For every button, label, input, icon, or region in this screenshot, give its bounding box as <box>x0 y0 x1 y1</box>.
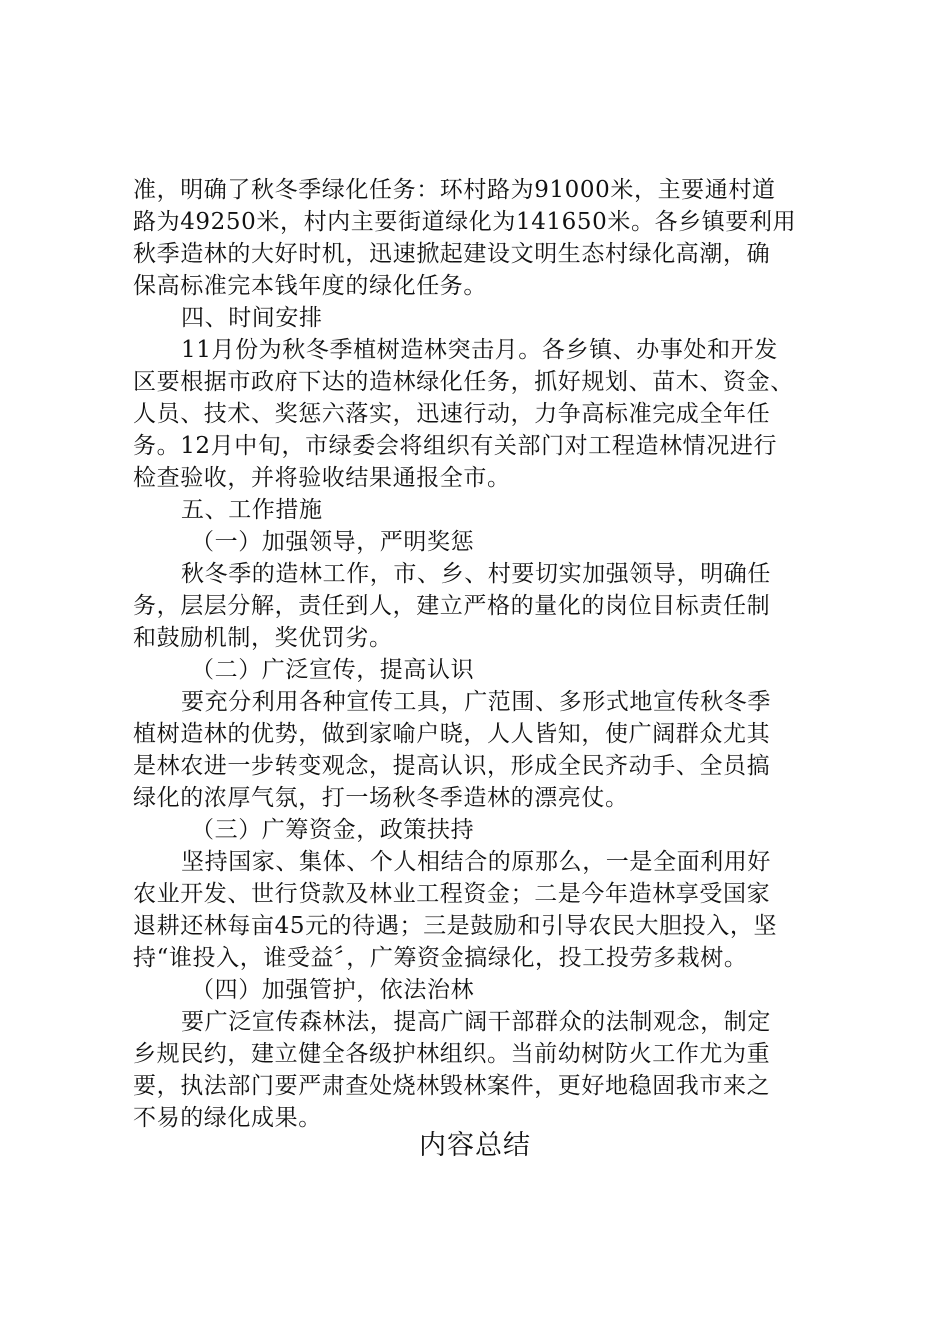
paragraph-line: 务。12月中旬，市绿委会将组织有关部门对工程造林情况进行 <box>133 433 778 459</box>
subsection-heading: （一）加强领导，严明奖惩 <box>191 529 475 555</box>
paragraph-line: 要充分利用各种宣传工具，广范围、多形式地宣传秋冬季 <box>181 689 771 715</box>
paragraph-line: 植树造林的优势，做到家喻户晓，人人皆知，使广阔群众尤其 <box>133 721 771 747</box>
paragraph-line: 路为49250米，村内主要街道绿化为141650米。各乡镇要利用 <box>133 209 797 235</box>
paragraph-line: 秋季造林的大好时机，迅速掀起建设文明生态村绿化高潮，确 <box>133 241 771 267</box>
paragraph-line: 绿化的浓厚气氛，打一场秋冬季造林的漂亮仗。 <box>133 785 629 811</box>
subsection-heading: （四）加强管护，依法治林 <box>191 977 475 1003</box>
paragraph-line: 持“谁投入，谁受益〞，广筹资金搞绿化，投工投劳多栽树。 <box>133 945 748 971</box>
paragraph-line: 农业开发、世行贷款及林业工程资金；二是今年造林享受国家 <box>133 881 771 907</box>
paragraph-line: 要，执法部门要严肃查处烧林毁林案件，更好地稳固我市来之 <box>133 1073 771 1099</box>
paragraph-line: 坚持国家、集体、个人相结合的原那么，一是全面利用好 <box>181 849 771 875</box>
paragraph-line: 检查验收，并将验收结果通报全市。 <box>133 465 511 491</box>
paragraph-line: 秋冬季的造林工作，市、乡、村要切实加强领导，明确任 <box>181 561 771 587</box>
paragraph-line: 退耕还林每亩45元的待遇；三是鼓励和引导农民大胆投入，坚 <box>133 913 778 939</box>
paragraph-line: 和鼓励机制，奖优罚劣。 <box>133 625 393 651</box>
paragraph-line: 区要根据市政府下达的造林绿化任务，抓好规划、苗木、资金、 <box>133 369 794 395</box>
paragraph-line: 11月份为秋冬季植树造林突击月。各乡镇、办事处和开发 <box>181 337 778 363</box>
section-heading: 五、工作措施 <box>181 497 323 523</box>
subsection-heading: （二）广泛宣传，提高认识 <box>191 657 475 683</box>
paragraph-line: 要广泛宣传森林法，提高广阔干部群众的法制观念，制定 <box>181 1009 771 1035</box>
paragraph-line: 准，明确了秋冬季绿化任务：环村路为91000米，主要通村道 <box>133 177 776 203</box>
paragraph-line: 保高标准完本钱年度的绿化任务。 <box>133 273 487 299</box>
section-heading: 四、时间安排 <box>181 305 323 331</box>
paragraph-line: 乡规民约，建立健全各级护林组织。当前幼树防火工作尤为重 <box>133 1041 771 1067</box>
document-body <box>133 174 833 1134</box>
paragraph-line: 是林农进一步转变观念，提高认识，形成全民齐动手、全员搞 <box>133 753 771 779</box>
subsection-heading: （三）广筹资金，政策扶持 <box>191 817 475 843</box>
paragraph-line: 人员、技术、奖惩六落实，迅速行动，力争高标准完成全年任 <box>133 401 771 427</box>
paragraph-line: 务，层层分解，责任到人，建立严格的量化的岗位目标责任制 <box>133 593 771 619</box>
paragraph-line: 不易的绿化成果。 <box>133 1105 322 1131</box>
summary-title: 内容总结 <box>419 1130 531 1161</box>
